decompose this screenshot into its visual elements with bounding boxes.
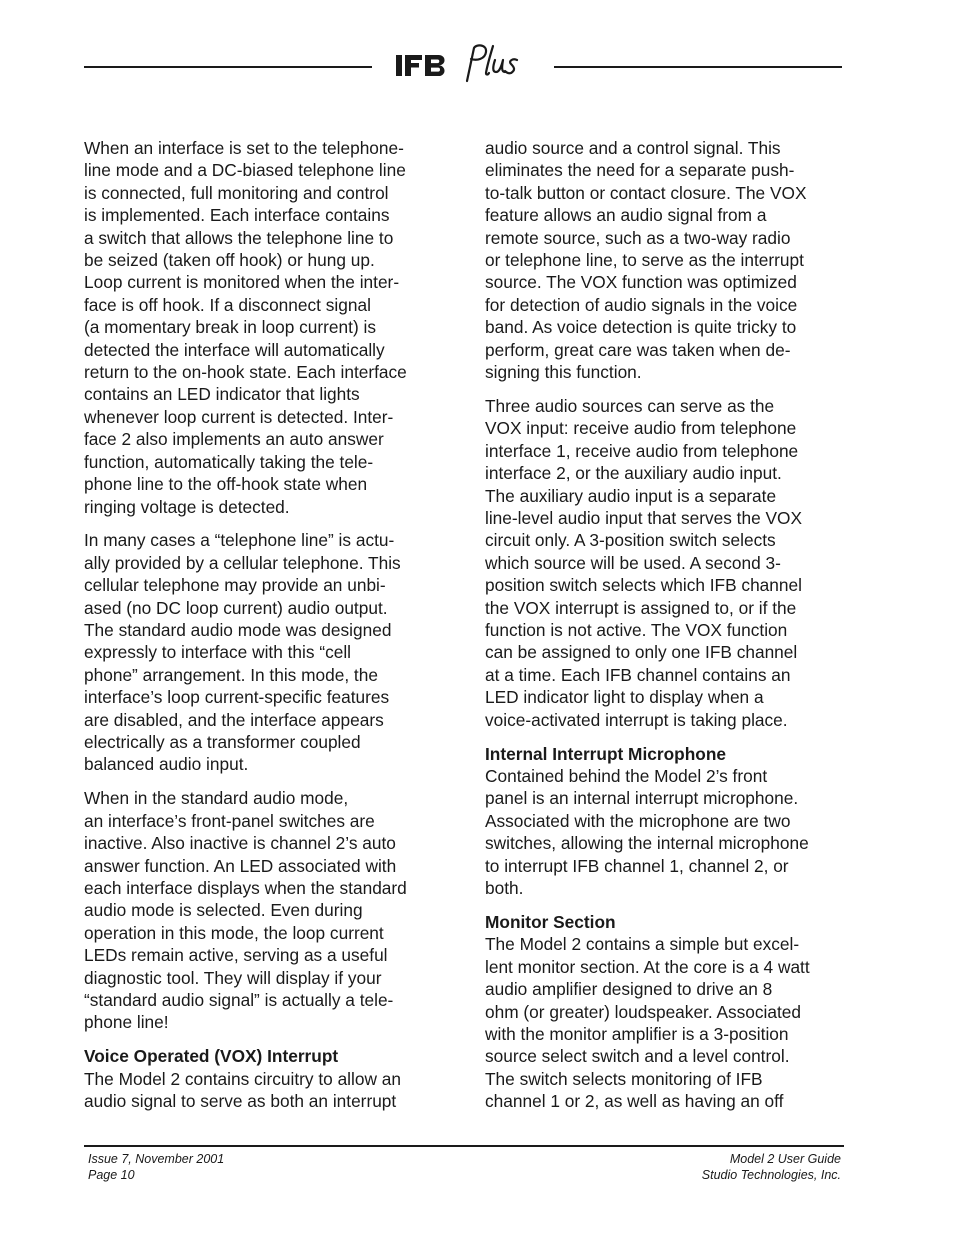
footer-rule [84,1145,844,1147]
right-text-column [485,137,845,1124]
paragraph-internal-microphone: Contained behind the Model 2’s front panel is an internal interrupt microphone. Associated with the microphone are two switches, allowing the internal microphone to interrupt IFB channel 1, channel 2, or both. [485,765,809,898]
paragraph-vox-intro: The Model 2 contains circuitry to allow an audio signal to serve as both an interrupt [84,1068,401,1112]
heading-internal-interrupt-microphone: Internal Interrupt Microphone [485,743,726,764]
paragraph-vox-sources: Three audio sources can serve as the VOX input: receive audio from telephone interface 1, receive audio from telephone interface 2, or the auxiliary audio input. The auxiliary audio input is a separate line-level audio input that serves the VOX circuit only. A 3-position switch selects which source will be used. A second 3- position switch selects which IFB channel the VOX interrupt is assigned to, or if the function is not active. The VOX function can be assigned to only one IFB channel at a time. Each IFB channel contains an LED indicator light to display when a voice-activated interrupt is taking place. [485,395,803,730]
footer-issue-page: Issue 7, November 2001 Page 10 [88,1152,225,1182]
paragraph-telephone-line-mode: When an interface is set to the telephone- line mode and a DC-biased telephone line is connected, full monitoring and control is implemented. Each interface contains a switch that allows the telephone line to be seized (taken off hook) or hung up. Loop current is monitored when the inter- face is off hook. If a disconnect signal (a momentary break in loop current) is detected the interface will automatically return to the on-hook state. Each interface contains an LED indicator that lights whenever loop current is detected. Inter- face 2 also implements an auto answer function, automatically taking the tele- phone line to the off-hook state when ringing voltage is detected. [84,138,407,517]
paragraph-vox-continued: audio source and a control signal. This eliminates the need for a separate push- to-talk button or contact closure. The VOX feature allows an audio signal from a remote source, such as a two-way radio or telephone line, to serve as the interrupt source. The VOX function was optimized for detection of audio signals in the voice band. As voice detection is quite tricky to perform, great care was taken when de- signing this function. [485,138,807,383]
left-text-column [84,137,440,1124]
header-rule-right [554,66,842,68]
header-rule-left [84,66,372,68]
heading-monitor-section: Monitor Section [485,911,616,932]
footer-guide-company: Model 2 User Guide Studio Technologies, Inc. [701,1152,841,1182]
paragraph-cellular-telephone: In many cases a “telephone line” is actu- ally provided by a cellular telephone. This cellular telephone may provide an unbi- ased (no DC loop current) audio output. The standard audio mode was designed expressly to interface with this “cell phone” arrangement. In this mode, the interface’s loop current-specific features are disabled, and the interface appears electrically as a transformer coupled balanced audio input. [84,530,401,775]
paragraph-monitor-section: The Model 2 contains a simple but excel- lent monitor section. At the core is a 4 watt audio amplifier designed to drive an 8 ohm (or greater) loudspeaker. Associated with the monitor amplifier is a 3-position source select switch and a level control. The switch selects monitoring of IFB channel 1 or 2, as well as having an off [485,934,810,1112]
paragraph-standard-audio-mode: When in the standard audio mode, an interface’s front-panel switches are inactive. Also inactive is channel 2’s auto answer function. An LED associated with each interface displays when the standard audio mode is selected. Even during operation in this mode, the loop current LEDs remain active, serving as a useful diagnostic tool. They will display if your “standard audio signal” is actually a tele- phone line! [84,788,407,1033]
ifb-plus-logo [393,42,538,84]
heading-vox-interrupt: Voice Operated (VOX) Interrupt [84,1046,339,1067]
